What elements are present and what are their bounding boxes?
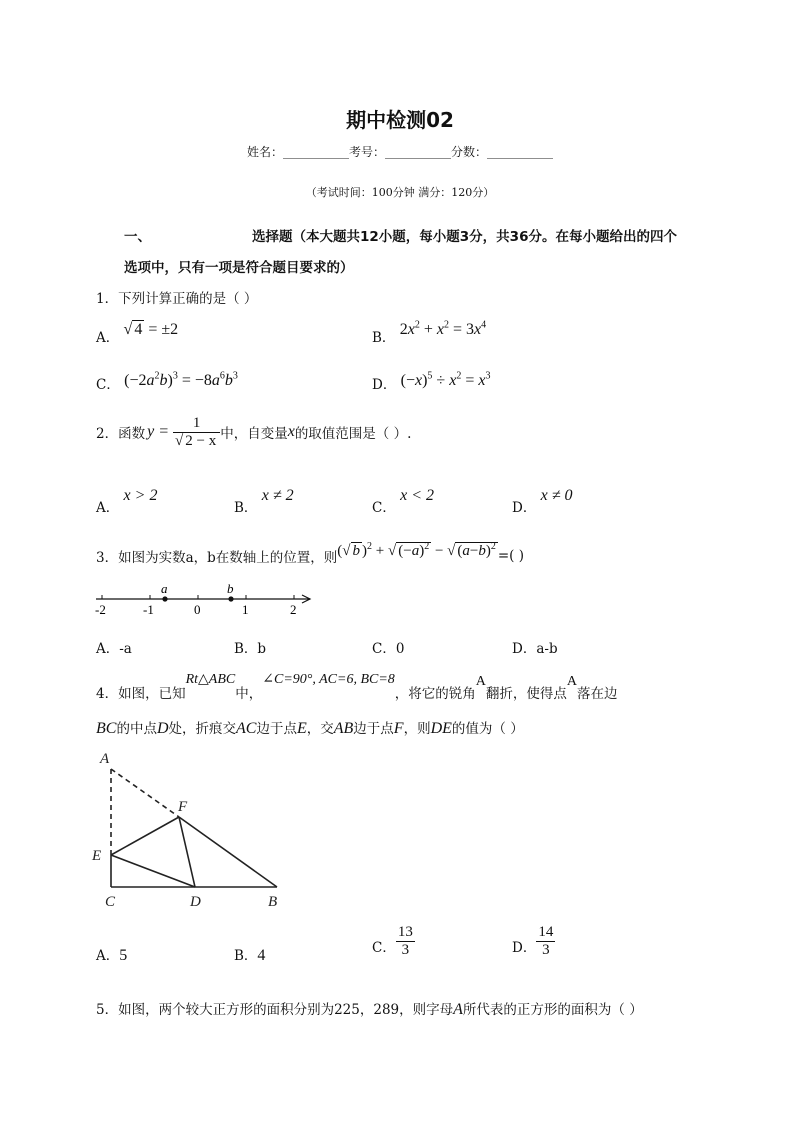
q2-x: x xyxy=(287,423,295,440)
dashed-segment-af xyxy=(111,769,179,817)
q3-stem xyxy=(96,541,524,571)
section-heading-continued: 选项中，只有一项是符合题目要求的） xyxy=(124,260,354,276)
section-number: 一、 xyxy=(124,229,151,245)
q2-option-d-expr: x ≠ 0 xyxy=(540,487,573,504)
number-line xyxy=(90,580,320,620)
q2-option-b: B． x ≠ 2 xyxy=(234,487,294,516)
q1-option-d xyxy=(372,370,491,394)
label-e: E xyxy=(92,848,102,864)
page-title: 期中检测02 xyxy=(346,108,454,132)
q4-option-d: D． $\frac{14}{3}$ xyxy=(512,924,554,958)
q4-option-c: C． $\frac{13}{3}$ xyxy=(372,924,413,958)
q2-fraction xyxy=(173,415,220,450)
q1-option-c xyxy=(96,370,238,394)
segment-ef xyxy=(111,817,179,855)
q4-num: 4．如图，已知 xyxy=(96,686,186,702)
q4-option-a: A．5 xyxy=(96,947,128,964)
q3-tail: =( ) xyxy=(497,548,524,564)
q1-stem: 1．下列计算正确的是（ ） xyxy=(96,291,258,307)
student-info-line: 姓名：___________考号：___________分数：___________ xyxy=(246,145,553,159)
label-d: D xyxy=(190,894,201,910)
q3-option-a: A．-a xyxy=(96,641,132,657)
q2-option-d: D． x ≠ 0 xyxy=(512,487,573,516)
q4-line2: BC的中点D处，折痕交AC边于点E，交AB边于点F，则DE的值为（ ） xyxy=(96,720,524,737)
q4-option-b: B．4 xyxy=(234,947,266,964)
q1-option-a xyxy=(96,321,179,347)
q2-num: 2．函数 xyxy=(96,426,146,442)
q3-expression: (√ b )$^2$ + √ $(-a)^2$ − √ $(a-b)^2$ xyxy=(337,540,496,559)
segment-ed xyxy=(111,855,195,887)
label-f: F xyxy=(178,799,188,815)
q2-fraction-den: √ 2 − x xyxy=(175,432,217,449)
q4-line1: 4．如图，已知 Rt△ABC 中， ∠C=90°, AC=6, BC=8 ，将它的锐角 A 翻折，使得点 A 落在边 xyxy=(96,672,618,702)
q2-option-c: C． x < 2 xyxy=(372,487,435,516)
segment-fb xyxy=(179,817,277,887)
q4-option-d-fraction: $\frac{14}{3}$ xyxy=(538,924,554,958)
tick-label: 2 xyxy=(290,602,297,617)
q2-option-c-expr: x < 2 xyxy=(400,487,435,504)
q1-option-a-label: A． xyxy=(96,330,120,346)
q2-y: y = xyxy=(147,423,169,440)
tick-label: -1 xyxy=(143,602,154,617)
section-heading: 选择题（本大题共12小题，每小题3分，共36分。在每小题给出的四个 xyxy=(252,229,677,245)
q1-option-a-expr: √ 4 = ±2 xyxy=(123,321,179,338)
tick-label: -2 xyxy=(95,602,106,617)
q3-option-c: C．0 xyxy=(372,641,405,657)
q1-option-b-expr: $2x^2 + x^2 = 3x^4$ xyxy=(399,319,487,338)
q3-option-d: D．a-b xyxy=(512,641,558,657)
q2-mid: 中，自变量 xyxy=(220,426,288,442)
label-c: C xyxy=(105,894,116,910)
q1-option-d-expr: $(-x)^5 \div x^2 = x^3$ xyxy=(400,370,491,389)
q3-stem-text: 3．如图为实数a，b在数轴上的位置，则 xyxy=(96,550,338,566)
q2-fraction-num: 1 xyxy=(173,415,220,433)
q4-option-c-fraction: $\frac{13}{3}$ xyxy=(397,924,413,958)
point-a-label: a xyxy=(161,581,168,596)
q3-option-b: B．b xyxy=(234,641,267,657)
exam-note: （考试时间：100分钟 满分：120分） xyxy=(305,186,495,199)
triangle-figure xyxy=(88,745,298,910)
q4-triangle: Rt△ABC xyxy=(185,672,236,687)
tick-label: 1 xyxy=(242,602,249,617)
label-b: B xyxy=(268,894,278,910)
q1-option-c-expr: $(-2a^2b)^3 = -8a^6b^3$ xyxy=(124,370,238,389)
label-a: A xyxy=(100,751,110,767)
q1-option-d-label: D． xyxy=(372,377,397,393)
q2-option-b-expr: x ≠ 2 xyxy=(261,487,294,504)
q1-option-b-label: B． xyxy=(372,330,396,346)
tick-label: 0 xyxy=(194,602,201,617)
point-b xyxy=(228,596,233,601)
q4-condition: ∠C=90°, AC=6, BC=8 xyxy=(262,672,395,687)
q2-option-a-expr: x > 2 xyxy=(123,487,158,504)
point-b-label: b xyxy=(227,581,234,596)
q2-option-a: A． x > 2 xyxy=(96,487,158,516)
q2-stem xyxy=(96,412,411,452)
q1-option-c-label: C． xyxy=(96,377,120,393)
q1-option-b xyxy=(372,319,487,347)
q2-tail: 的取值范围是（ ）. xyxy=(294,426,412,442)
point-a xyxy=(162,596,167,601)
q5-stem: 5．如图，两个较大正方形的面积分别为225，289，则字母A所代表的正方形的面积为（ ） xyxy=(96,1001,643,1018)
